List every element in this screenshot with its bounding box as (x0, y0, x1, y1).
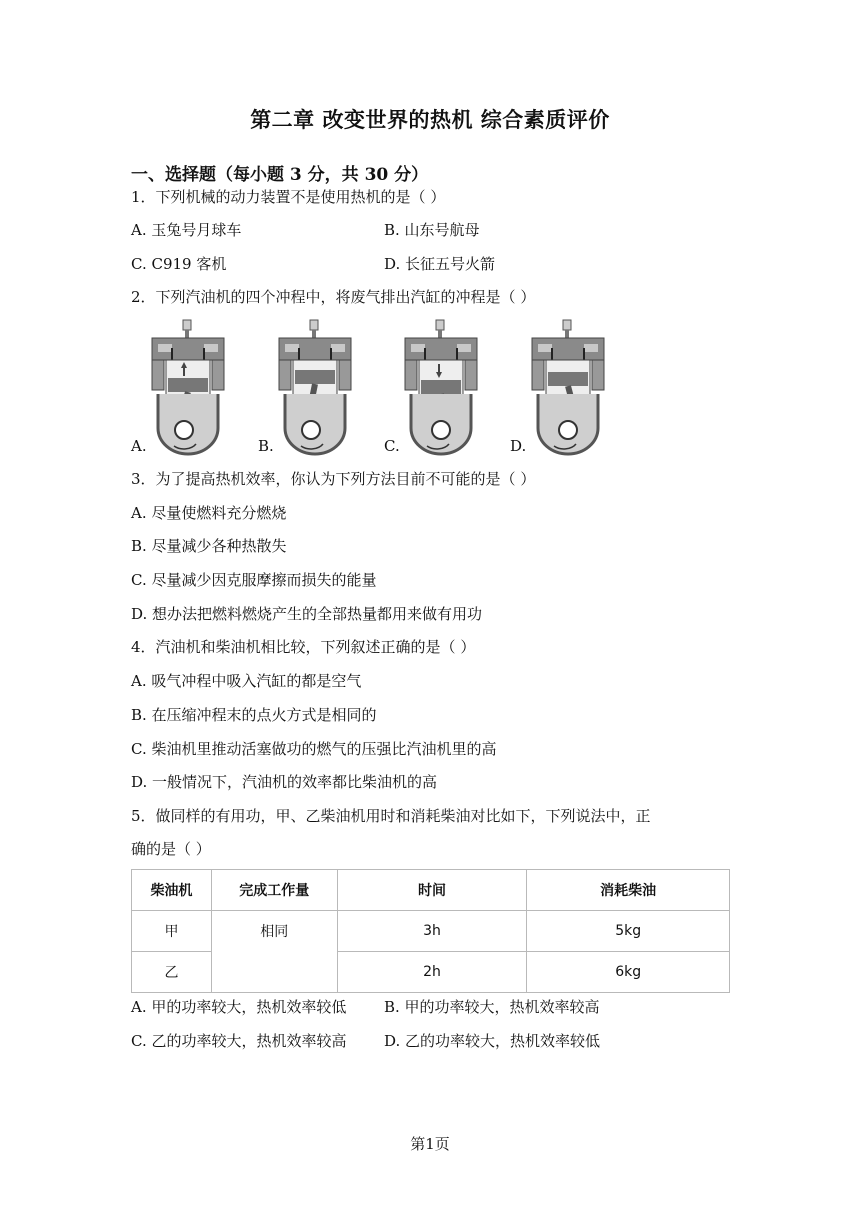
table-cell: 甲 (132, 911, 212, 952)
question-4-option-a: A. 吸气冲程中吸入汽缸的都是空气 (131, 672, 362, 690)
table-cell: 3h (337, 911, 527, 952)
question-1-option-a: A. 玉兔号月球车 (131, 221, 242, 239)
table-header-cell: 消耗柴油 (527, 870, 730, 911)
table-cell: 乙 (132, 952, 212, 993)
question-5-option-a: A. 甲的功率较大，热机效率较低 (131, 998, 347, 1016)
question-5-stem-line-2: 确的是（ ） (131, 840, 211, 858)
question-2-label-a: A. (131, 437, 147, 455)
page-number: 第1页 (410, 1135, 450, 1153)
question-4-option-c: C. 柴油机里推动活塞做功的燃气的压强比汽油机里的高 (131, 740, 497, 758)
question-4-option-d: D. 一般情况下，汽油机的效率都比柴油机的高 (131, 773, 438, 791)
table-header-row (132, 870, 730, 911)
question-2-stem: 2．下列汽油机的四个冲程中，将废气排出汽缸的冲程是（ ） (131, 288, 536, 306)
question-4-option-b: B. 在压缩冲程末的点火方式是相同的 (131, 706, 377, 724)
table-cell: 6kg (527, 952, 730, 993)
question-2-label-d: D. (510, 437, 527, 455)
question-1-stem: 1．下列机械的动力装置不是使用热机的是（ ） (131, 188, 446, 206)
table-cell: 2h (337, 952, 527, 993)
engine-diagram-c (401, 318, 511, 458)
table-header-cell: 完成工作量 (211, 870, 337, 911)
table-header-cell: 时间 (337, 870, 527, 911)
question-1-option-d: D. 长征五号火箭 (384, 255, 496, 273)
section-heading: 一、选择题（每小题 3 分，共 30 分） (131, 165, 429, 185)
question-2-label-b: B. (258, 437, 274, 455)
engine-diagram-d (528, 318, 638, 458)
table-cell: 相同 (211, 911, 337, 993)
question-1-option-c: C. C919 客机 (131, 255, 227, 273)
page-title: 第二章 改变世界的热机 综合素质评价 (250, 107, 610, 132)
table-row (132, 911, 730, 952)
question-1-option-b: B. 山东号航母 (384, 221, 480, 239)
question-3-option-b: B. 尽量减少各种热散失 (131, 537, 287, 555)
question-3-stem: 3．为了提高热机效率，你认为下列方法目前不可能的是（ ） (131, 470, 536, 488)
table-header-cell: 柴油机 (132, 870, 212, 911)
question-5-option-d: D. 乙的功率较大，热机效率较低 (384, 1032, 601, 1050)
question-5-option-c: C. 乙的功率较大，热机效率较高 (131, 1032, 347, 1050)
table-cell: 5kg (527, 911, 730, 952)
question-5-option-b: B. 甲的功率较大，热机效率较高 (384, 998, 600, 1016)
question-4-stem: 4．汽油机和柴油机相比较，下列叙述正确的是（ ） (131, 638, 476, 656)
engine-diagram-a (148, 318, 258, 458)
question-2-label-c: C. (384, 437, 400, 455)
question-5-stem-line-1: 5．做同样的有用功，甲、乙柴油机用时和消耗柴油对比如下，下列说法中，正 (131, 807, 651, 825)
engine-diagram-b (275, 318, 385, 458)
question-3-option-a: A. 尽量使燃料充分燃烧 (131, 504, 287, 522)
comparison-table (131, 869, 730, 993)
question-3-option-d: D. 想办法把燃料燃烧产生的全部热量都用来做有用功 (131, 605, 483, 623)
question-3-option-c: C. 尽量减少因克服摩擦而损失的能量 (131, 571, 377, 589)
